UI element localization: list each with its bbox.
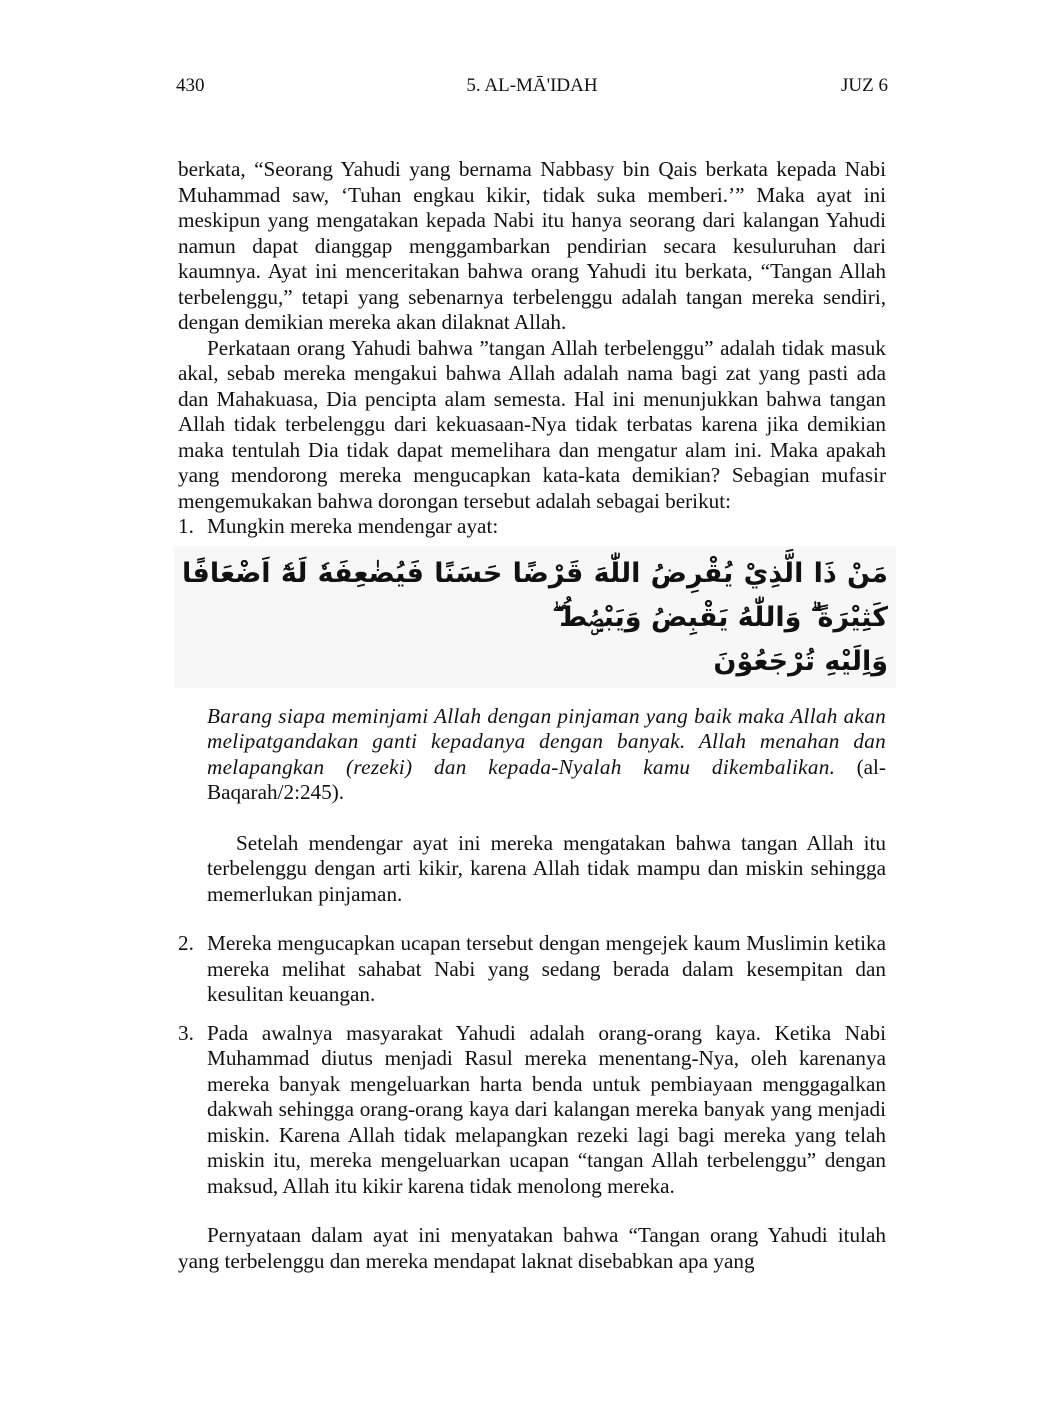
after-verse-paragraph: Setelah mendengar ayat ini mereka mengatakan bahwa tangan Allah itu terbelenggu dengan arti kikir, karena Allah tidak mampu dan miskin sehingga memerlukan pinjaman. [207,830,886,906]
chapter-title: 5. AL-MĀ'IDAH [466,75,598,96]
verse-translation [178,704,886,806]
running-header [176,72,888,100]
paragraph-1: berkata, “Seorang Yahudi yang bernama Nabbasy bin Qais berkata kepada Nabi Muhammad saw, ‘Tuhan engkau kikir, tidak suka memberi.’” Maka ayat ini meskipun yang mengatakan kepada Nabi itu hanya seorang dari kalangan Yahudi namun dapat dianggap menggambarkan pendirian secara kesuluruhan dari kaumnya. Ayat ini menceritakan bahwa orang Yahudi itu berkata, “Tangan Allah terbelenggu,” tetapi yang sebenarnya terbelenggu adalah tangan mereka sendiri, dengan demikian mereka akan dilaknat Allah. [178,157,886,334]
arabic-line-2: وَاِلَيْهِ تُرْجَعُوْنَ [713,645,888,677]
translation-text: Barang siapa meminjami Allah dengan pinjaman yang baik maka Allah akan melipatgandakan ganti kepadanya dengan banyak. Allah menahan dan melapangkan (rezeki) dan kepada-Nyalah kamu dikembalikan. [207,703,886,779]
list-number: 2. [178,931,194,955]
list-number: 3. [178,1020,194,1045]
page-number: 430 [176,75,205,96]
list-text: Pada awalnya masyarakat Yahudi adalah orang-orang kaya. Ketika Nabi Muhammad diutus menjadi Rasul mereka menentang-Nya, oleh karenanya mereka banyak mengeluarkan harta benda untuk pembiayaan menggagalkan dakwah sehingga orang-orang kaya dari kalangan mereka banyak yang menjadi miskin. Karena Allah tidak melapangkan rezeki lagi bagi mereka yang telah miskin itu, mereka mengeluarkan ucapan “tangan Allah terbelenggu” dengan maksud, Allah itu kikir karena tidak menolong mereka. [207,1020,886,1198]
quran-verse-arabic [174,546,896,688]
verse-reference: (al-Baqarah/2:245). [207,754,886,804]
page-body [178,157,886,1274]
juz-label: JUZ 6 [841,75,888,96]
list-item-2 [178,931,886,1008]
list-item-3 [178,1021,886,1200]
list-number: 1. [178,514,194,538]
arabic-line-1: مَنْ ذَا الَّذِيْ يُقْرِضُ اللّٰهَ قَرْضًا حَسَنًا فَيُضٰعِفَهٗ لَهٗٓ اَضْعَافًا كَثِيْرَةً ۗ وَاللّٰهُ يَقْبِضُ وَيَبْصُۣطُ ۖ [182,557,888,633]
list-text: Mungkin mereka mendengar ayat: [207,514,499,538]
list-item-1 [178,514,886,540]
list-text: Mereka mengucapkan ucapan tersebut dengan mengejek kaum Muslimin ketika mereka melihat sahabat Nabi yang sedang berada dalam kesempitan dan kesulitan keuangan. [207,931,886,1006]
closing-paragraph: Pernyataan dalam ayat ini menyatakan bahwa “Tangan orang Yahudi itulah yang terbelenggu dan mereka mendapat laknat disebabkan apa yang [178,1223,886,1273]
paragraph-2: Perkataan orang Yahudi bahwa ”tangan Allah terbelenggu” adalah tidak masuk akal, sebab mereka mengakui bahwa Allah adalah nama bagi zat yang pasti ada dan Mahakuasa, Dia pencipta alam semesta. Hal ini menunjukkan bahwa tangan Allah tidak terbelenggu dari kekuasaan-Nya tidak terbatas karena jika demikian maka tentulah Dia tidak dapat memelihara dan mengatur alam ini. Maka apakah yang mendorong mereka mengucapkan kata-kata demikian? Sebagian mufasir mengemukakan bahwa dorongan tersebut adalah sebagai berikut: [178,335,886,513]
